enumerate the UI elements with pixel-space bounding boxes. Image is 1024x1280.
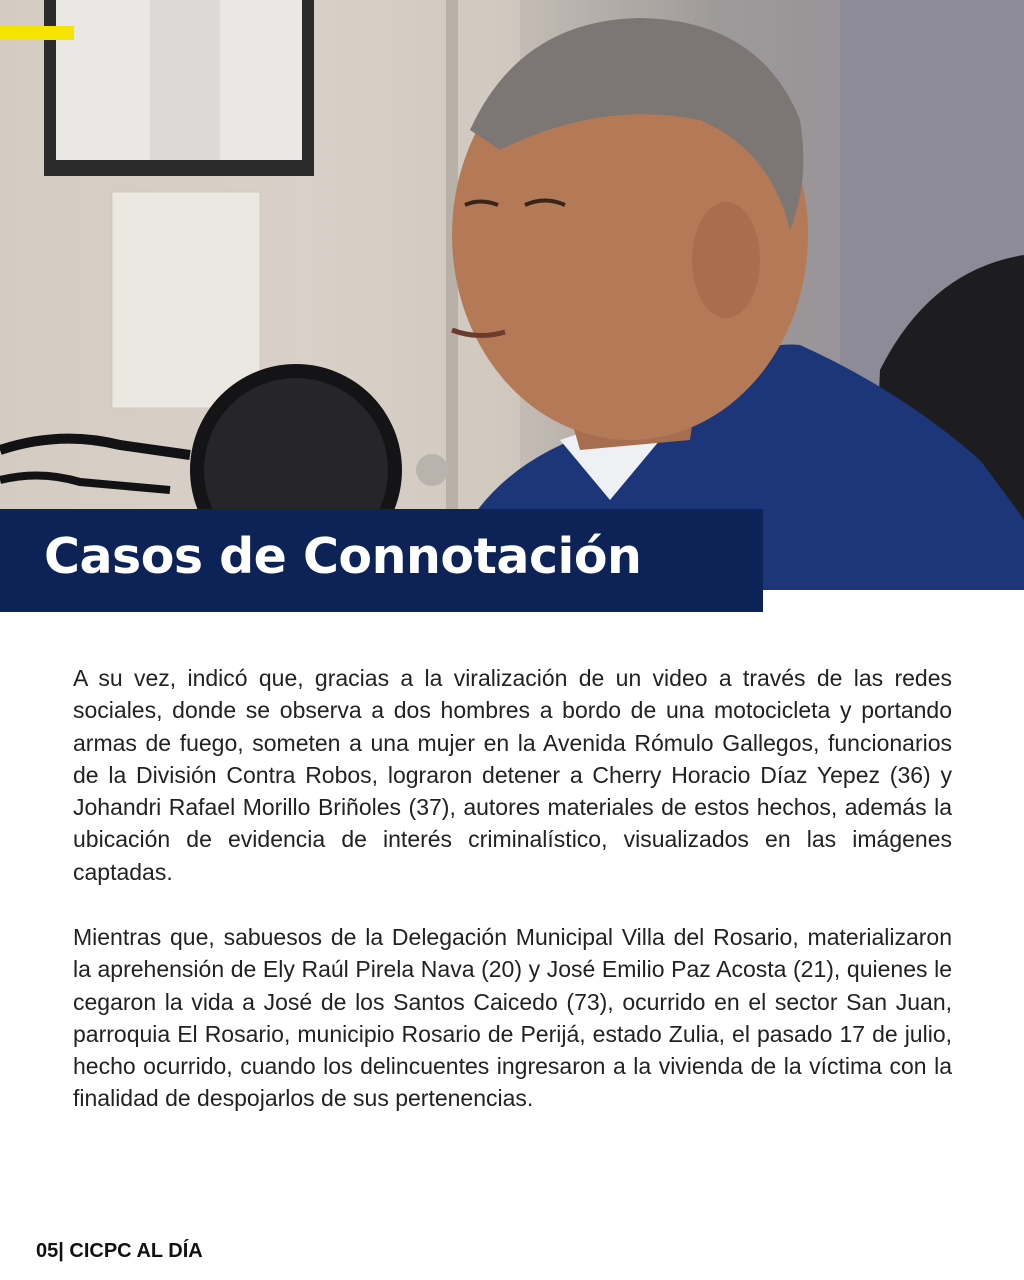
page-footer: 05| CICPC AL DÍA: [36, 1240, 203, 1262]
page-title: Casos de Connotación: [44, 528, 642, 585]
article-paragraph-2: Mientras que, sabuesos de la Delegación Municipal Villa del Rosario, materializaron la aprehensión de Ely Raúl Pirela Nava (20) y José Emilio Paz Acosta (21), quienes le cegaron la vida a José de los Santos Caicedo (73), ocurrido en el sector San Juan, parroquia El Rosario, municipio Rosario de Perijá, estado Zulia, el pasado 17 de julio, hecho ocurrido, cuando los delincuentes ingresaron a la vivienda de la víctima con la finalidad de despojarlos de sus pertenencias.: [73, 924, 952, 1112]
photo-illustration: [0, 0, 1024, 590]
article-paragraph-1: A su vez, indicó que, gracias a la viralización de un video a través de las redes sociales, donde se observa a dos hombres a bordo de una motocicleta y portando armas de fuego, someten a una mujer en la Avenida Rómulo Gallegos, funcionarios de la División Contra Robos, lograron detener a Cherry Horacio Díaz Yepez (36) y Johandri Rafael Morillo Briñoles (37), autores materiales de estos hechos, además la ubicación de evidencia de interés criminalístico, visualizados en las imágenes captadas.: [73, 665, 952, 885]
accent-bar: [0, 26, 74, 40]
header-photo: [0, 0, 1024, 590]
